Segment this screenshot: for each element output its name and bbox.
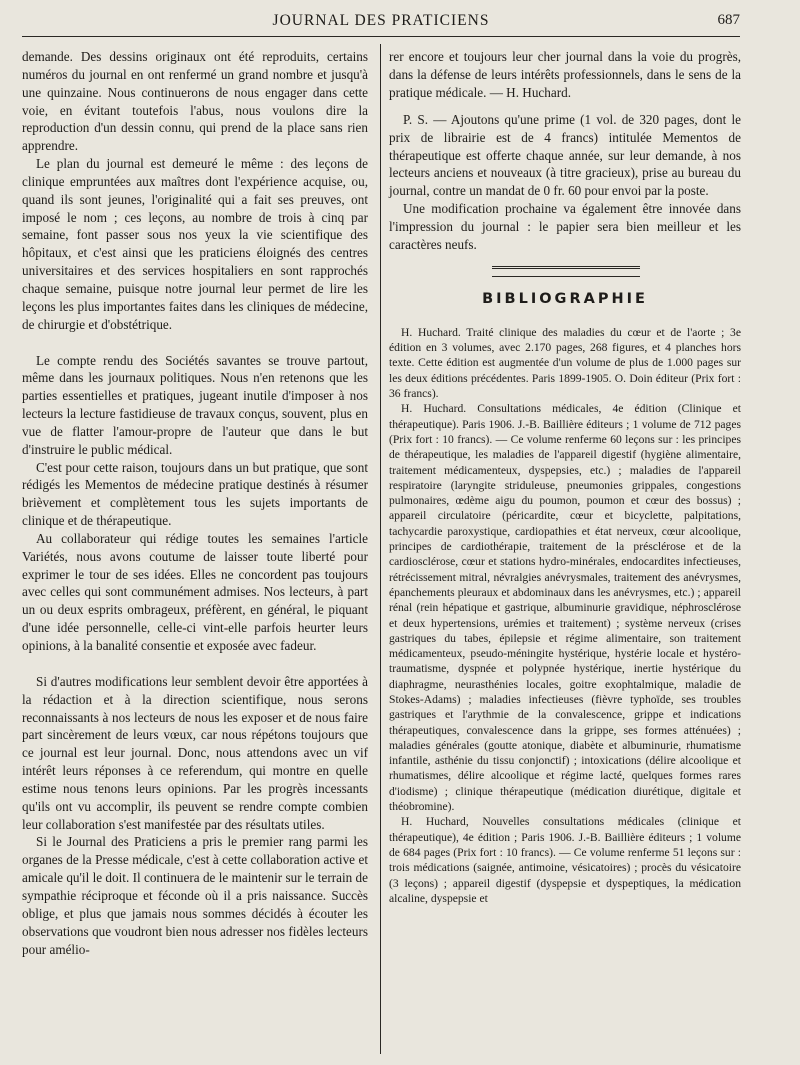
left-column <box>22 48 368 958</box>
bibliography-list <box>389 325 741 906</box>
paragraph: Si d'autres modifications leur semblent devoir être apportées à la rédaction et à la direction scientifique, nous serons reconnaissants à nos lecteurs de nous les exposer et de nous faire part sincèrement de leurs vœux, car nous répétons toujours que ce journal est leur journal. Donc, nous attendons avec un vif intérêt leurs réponses à ce referendum, qui montre en quelle estime nous tenons leurs opinions. Par les progrès incessants qu'ils ont vu accomplir, ils peuvent se rendre compte combien leur collaboration s'est manifestée par des résultats utiles. <box>22 673 368 832</box>
paragraph: Le plan du journal est demeuré le même : des leçons de clinique empruntées aux maîtres dont l'expérience acquise, ou, quand ils sont jeunes, l'originalité qui a fait ses preuves, ont imposé le nom ; ces leçons, au nombre de trois à cinq par semaine, font passer sous nos yeux la vie scientifique des hôpitaux, et c'est ainsi que les praticiens éloignés des centres universitaires et des services hospitaliers en sont rapprochés chaque semaine, puisque notre journal leur permet de lire les leçons les plus importantes faites dans les cliniques de médecine, de chirurgie et d'obstétrique. <box>22 156 368 332</box>
paragraph: C'est pour cette raison, toujours dans un but pratique, que sont rédigés les Mementos de médecine pratique destinés à résumer brièvement et complètement tous les sujets importants de clinique et de thérapeutique. <box>22 459 368 529</box>
bibliography-entry: H. Huchard, Nouvelles consultations médicales (clinique et thérapeutique), 4e édition ; Paris 1906. J.-B. Baillière éditeurs ; 1 volume de 684 pages (Prix fort : 10 francs). — Ce volume renferme 51 leçons sur : trois médications (saignée, antimoine, vésicatoires) ; procès du vésicatoire (3 leçons) ; appareil digestif (dyspepsie et dyspeptiques, la médication alcaline, dyspepsie et <box>389 815 741 905</box>
page-header <box>22 6 740 37</box>
bibliography-entry: H. Huchard. Traité clinique des maladies du cœur et de l'aorte ; 3e édition en 3 volumes, avec 2.170 pages, 268 figures, et 4 planches hors texte. Cette édition est augmentée d'un volume de plus de 1.000 pages sur les deux éditions précédentes. Paris 1899-1905. O. Doin éditeur (Prix fort : 36 francs). <box>389 325 741 401</box>
section-separator <box>492 266 640 277</box>
paragraph: rer encore et toujours leur cher journal dans la voie du progrès, dans la défense de leurs intérêts professionnels, dans le sens de la pratique médicale. — H. Huchard. <box>389 49 741 100</box>
page-number: 687 <box>717 12 740 28</box>
paragraph: Une modification prochaine va également être innovée dans l'impression du journal : le papier sera bien meilleur et les caractères neufs. <box>389 201 741 253</box>
paragraph: Si le Journal des Praticiens a pris le premier rang parmi les organes de la Presse médicale, c'est à cette collaboration active et amicale qu'il le doit. Il continuera de le maintenir sur le terrain de sympathie réciproque et féconde où il a pris naissance. Succès oblige, et plus que jamais nous sommes décidés à écouter les observations que voudront bien nous adresser nos fidèles lecteurs pour amélio- <box>22 834 368 957</box>
paragraph: Le compte rendu des Sociétés savantes se trouve partout, même dans les journaux politiques. Nous n'en retenons que les parties essentielles et pratiques, jugeant inutile d'imposer à nos lecteurs la lecture fastidieuse de travaux conçus, souvent, plus en vue de flatter l'amour-propre de l'auteur que dans le but d'instruire le public médical. <box>22 352 368 457</box>
running-title: JOURNAL DES PRATICIENS <box>272 12 490 29</box>
bibliography-heading: BIBLIOGRAPHIE <box>482 290 648 307</box>
paragraph: demande. Des dessins originaux ont été reproduits, certains numéros du journal en ont renfermé un grand nombre et jusqu'à une quinzaine. Nous continuerons de nous engager dans cette voie, en évitant toutefois l'abus, nous voulons dire la reproduction d'un dessin connu, qui prend de la place sans rien apprendre. <box>22 49 368 154</box>
right-column <box>389 48 741 906</box>
bibliography-entry: H. Huchard. Consultations médicales, 4e édition (Clinique et thérapeutique). Paris 1906. J.-B. Baillière éditeurs ; 1 volume de 712 pages (Prix fort : 10 francs). — Ce volume renferme 60 leçons sur : les principes de thérapeutique, les maladies de l'appareil digestif (hygiène alimentaire, traitement médicamenteux, dyspepsies, etc.) ; maladies de l'appareil respiratoire (laryngite striduleuse, pneumonies grippales, congestions pulmonaires, œdème aigu du poumon, poumon et cœur des bossus) ; appareil circulatoire (péricardite, cœur et bicyclette, palpitations, tachycardie paroxystique, cardiopathies et état nerveux, cœur alcoolique, principes de cardiothérapie, traitement de la présclérose et de la cardiosclérose, cœur et stations hydro-minérales, endocardites infectieuses, rétrécissement mitral, névralgies anévrysmales, traitement des anévrysmes, épanchements pleuraux et abdominaux dans les anévrysmes, etc.) ; appareil rénal (rein hépatique et gastrique, albuminurie gravidique, néphrosclérose et deux hypertensions, urémies et traitement) ; système nerveux (crises gastriques du tabes, épilepsie et régime alimentaire, son traitement médicamenteux, pseudo-méningite hystérique, hystérie locale et hystéro-traumatisme, dyspnée et polypnée hystérique, inertie hystérique du diaphragme, neurasthénies locales, goitre exophtalmique, maladie de Stokes-Adams) ; maladies infectieuses (fièvre typhoïde, ses troubles gastriques et l'arythmie de la convalescence, grippe et indications thérapeutiques, convalescence dans la grippe, ses formes atténuées) ; maladies générales (goutte atonique, diabète et albuminurie, rhumatisme infantile, asthénie du tissu conjonctif) ; intoxications (délire alcoolique et rhumatismes, délire alcoolique et régime lacté, quelques formes rares d'iodisme) ; clinique thérapeutique (médication diurétique, digitale et théobromine). <box>389 402 741 814</box>
postscript: P. S. — Ajoutons qu'une prime (1 vol. de 320 pages, dont le prix de librairie est de 4 francs) intitulée Mementos de thérapeutique est offerte chaque année, sur leur demande, à nos lecteurs anciens et nouveaux (à titre gracieux), prise au bureau du journal, contre un mandat de 0 fr. 60 pour envoi par la poste. <box>389 111 741 199</box>
column-divider <box>380 44 381 1054</box>
paragraph: Au collaborateur qui rédige toutes les semaines l'article Variétés, nous avons coutume de laisser toute liberté pour exprimer le tour de ses idées. Elles ne concordent pas toujours avec celles qui sont communément admises. Nos lecteurs, à part un ou deux esprits ombrageux, préfèrent, en général, le piquant d'une idée personnelle, celle-ci vint-elle parfois heurter leurs opinions, à la banalité consentie et exposée avec fadeur. <box>22 530 368 653</box>
